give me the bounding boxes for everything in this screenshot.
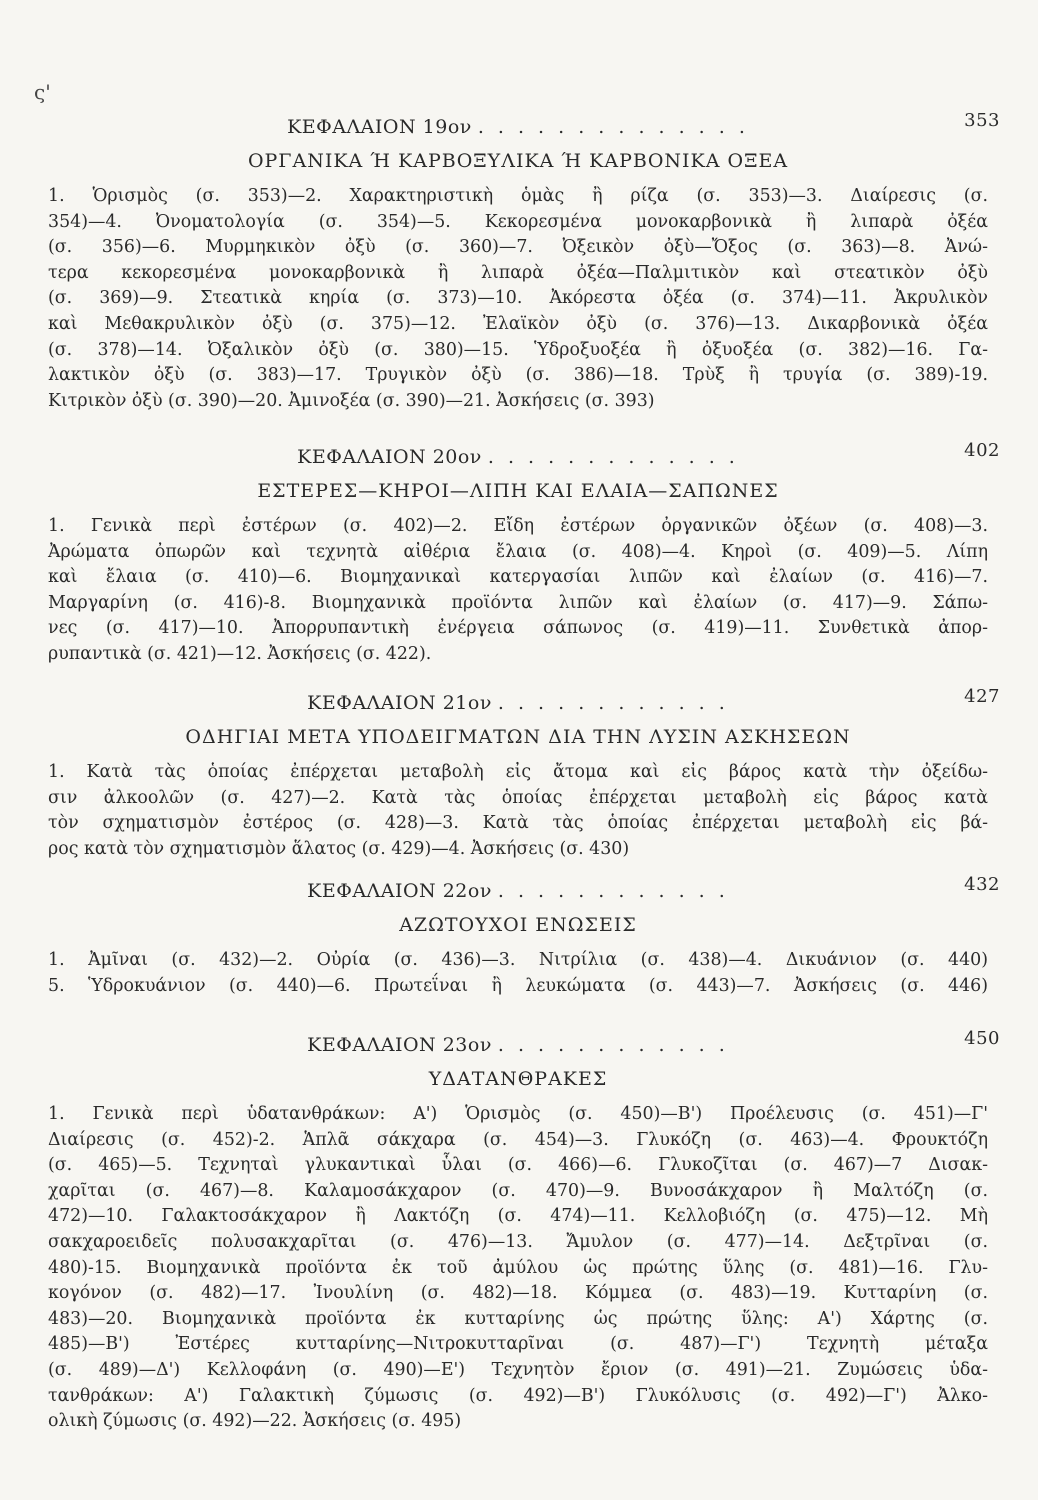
contents-line: 1. Ὁρισμὸς (σ. 353)—2. Χαρακτηριστικὴ ὁμὰς ἢ ρίζα (σ. 353)—3. Διαίρεσις (σ. xyxy=(48,186,988,206)
chapter-contents xyxy=(48,1102,988,1435)
chapter-page-number: 450 xyxy=(964,1028,1000,1049)
chapter-heading xyxy=(48,874,1000,906)
chapter-subtitle: ΟΡΓΑΝΙΚΑ Ή ΚΑΡΒΟΞΥΛΙΚΑ Ή ΚΑΡΒΟΝΙΚΑ ΟΞΕΑ xyxy=(247,150,789,172)
contents-line: 354)—4. Ὀνοματολογία (σ. 354)—5. Κεκορεσμένα μονοκαρβονικὰ ἢ λιπαρὰ ὀξέα xyxy=(48,211,988,232)
contents-line: (σ. 369)—9. Στεατικὰ κηρία (σ. 373)—10. Ἀκόρεστα ὀξέα (σ. 374)—11. Ἀκρυλικὸν xyxy=(48,288,988,309)
chapter-contents xyxy=(48,760,988,862)
page-number-mark: ς' xyxy=(34,80,51,104)
contents-line: ρος κατὰ τὸν σχηματισμὸν ἅλατος (σ. 429)—4. Ἀσκήσεις (σ. 430) xyxy=(48,838,630,859)
contents-line: 472)—10. Γαλακτοσάκχαρον ἢ Λακτόζη (σ. 474)—11. Κελλοβιόζη (σ. 475)—12. Μὴ xyxy=(48,1206,988,1227)
leader-dots: . . . . . . . . . . . . . . xyxy=(477,116,749,138)
leader-dots: . . . . . . . . . . . . xyxy=(497,1034,729,1056)
chapter-page-number: 432 xyxy=(964,874,1000,895)
chapter-subtitle: ΑΖΩΤΟΥΧΟΙ ΕΝΩΣΕΙΣ xyxy=(399,914,637,936)
chapter-title: ΚΕΦΑΛΑΙΟΝ 22ον xyxy=(307,880,492,902)
contents-line: λακτικὸν ὀξὺ (σ. 383)—17. Τρυγικὸν ὀξὺ (σ. 386)—18. Τρὺξ ἢ τρυγία (σ. 389)-19. xyxy=(48,365,988,386)
contents-line: τανθράκων: Α') Γαλακτικὴ ζύμωσις (σ. 492)—Β') Γλυκόλυσις (σ. 492)—Γ') Ἀλκο- xyxy=(48,1385,988,1406)
contents-line: νες (σ. 417)—10. Ἀπορρυπαντικὴ ἐνέργεια σάπωνος (σ. 419)—11. Συνθετικὰ ἀπορ- xyxy=(48,618,988,639)
leader-dots: . . . . . . . . . . . . . xyxy=(487,446,739,468)
contents-line: 483)—20. Βιομηχανικὰ προϊόντα ἐκ κυτταρίνης ὡς πρώτης ὕλης: Α') Χάρτης (σ. xyxy=(48,1308,988,1329)
contents-line: καὶ ἔλαια (σ. 410)—6. Βιομηχανικαὶ κατεργασίαι λιπῶν καὶ ἐλαίων (σ. 416)—7. xyxy=(48,567,988,588)
contents-line: ολικὴ ζύμωσις (σ. 492)—22. Ἀσκήσεις (σ. 495) xyxy=(48,1411,462,1432)
chapter-title: ΚΕΦΑΛΑΙΟΝ 19ον xyxy=(287,116,472,138)
contents-line: Κιτρικὸν ὀξὺ (σ. 390)—20. Ἀμινοξέα (σ. 390)—21. Ἀσκήσεις (σ. 393) xyxy=(48,390,655,411)
chapter-19 xyxy=(48,110,1000,414)
chapter-title: ΚΕΦΑΛΑΙΟΝ 21ον xyxy=(307,692,492,714)
chapter-title: ΚΕΦΑΛΑΙΟΝ 23ον xyxy=(307,1034,492,1056)
chapter-contents xyxy=(48,514,988,668)
contents-line: Ἀρώματα ὀπωρῶν καὶ τεχνητὰ αἰθέρια ἔλαια (σ. 408)—4. Κηροὶ (σ. 409)—5. Λίπη xyxy=(48,541,988,562)
chapter-heading xyxy=(48,440,1000,472)
chapter-heading xyxy=(48,686,1000,718)
contents-line: Διαίρεσις (σ. 452)-2. Ἁπλᾶ σάκχαρα (σ. 454)—3. Γλυκόζη (σ. 463)—4. Φρουκτόζη xyxy=(48,1129,988,1150)
chapter-page-number: 402 xyxy=(964,440,1000,461)
chapter-21 xyxy=(48,686,1000,862)
contents-line: (σ. 356)—6. Μυρμηκικὸν ὀξὺ (σ. 360)—7. Ὀξεικὸν ὀξὺ—Ὄξος (σ. 363)—8. Ἀνώ- xyxy=(48,237,988,258)
chapter-23 xyxy=(48,1028,1000,1435)
contents-line: (σ. 378)—14. Ὀξαλικὸν ὀξὺ (σ. 380)—15. Ὑδροξυοξέα ἢ ὀξυοξέα (σ. 382)—16. Γα- xyxy=(48,339,988,360)
leader-dots: . . . . . . . . . . . . xyxy=(497,880,729,902)
contents-line: σιν ἀλκοολῶν (σ. 427)—2. Κατὰ τὰς ὁποίας ἐπέρχεται μεταβολὴ εἰς βάρος κατὰ xyxy=(48,787,988,808)
contents-line: 480)-15. Βιομηχανικὰ προϊόντα ἐκ τοῦ ἀμύλου ὡς πρώτης ὕλης (σ. 481)—16. Γλυ- xyxy=(48,1257,988,1278)
contents-line: τὸν σχηματισμὸν ἐστέρος (σ. 428)—3. Κατὰ τὰς ὁποίας ἐπέρχεται μεταβολὴ εἰς βά- xyxy=(48,813,988,834)
contents-line: σακχαροειδεῖς πολυσακχαρῖται (σ. 476)—13. Ἄμυλον (σ. 477)—14. Δεξτρῖναι (σ. xyxy=(48,1231,988,1252)
contents-line: χαρῖται (σ. 467)—8. Καλαμοσάκχαρον (σ. 470)—9. Βυνοσάκχαρον ἢ Μαλτόζη (σ. xyxy=(48,1180,988,1201)
contents-line: 1. Γενικὰ περὶ ὑδατανθράκων: Α') Ὁρισμὸς (σ. 450)—Β') Προέλευσις (σ. 451)—Γ' xyxy=(48,1104,988,1124)
chapter-22 xyxy=(48,874,1000,999)
contents-line: Μαργαρίνη (σ. 416)-8. Βιομηχανικὰ προϊόντα λιπῶν καὶ ἐλαίων (σ. 417)—9. Σάπω- xyxy=(48,592,988,613)
leader-dots: . . . . . . . . . . . . xyxy=(497,692,729,714)
chapter-subtitle: ΟΔΗΓΙΑΙ ΜΕΤΑ ΥΠΟΔΕΙΓΜΑΤΩΝ ΔΙΑ ΤΗΝ ΛΥΣΙΝ ΑΣΚΗΣΕΩΝ xyxy=(185,726,851,748)
chapter-contents xyxy=(48,948,988,999)
chapter-heading xyxy=(48,110,1000,142)
contents-line: 485)—Β') Ἐστέρες κυτταρίνης—Νιτροκυτταρῖναι (σ. 487)—Γ') Τεχνητὴ μέταξα xyxy=(48,1334,988,1355)
contents-line: ρυπαντικὰ (σ. 421)—12. Ἀσκήσεις (σ. 422). xyxy=(48,643,432,664)
chapter-heading xyxy=(48,1028,1000,1060)
chapter-subtitle: ΥΔΑΤΑΝΘΡΑΚΕΣ xyxy=(428,1068,608,1090)
chapter-page-number: 427 xyxy=(964,686,1000,707)
chapter-title: ΚΕΦΑΛΑΙΟΝ 20ον xyxy=(297,446,482,468)
contents-line: τερα κεκορεσμένα μονοκαρβονικὰ ἢ λιπαρὰ ὀξέα—Παλμιτικὸν καὶ στεατικὸν ὀξὺ xyxy=(48,262,988,283)
contents-line: 1. Γενικὰ περὶ ἐστέρων (σ. 402)—2. Εἴδη ἐστέρων ὀργανικῶν ὀξέων (σ. 408)—3. xyxy=(48,516,988,536)
chapter-20 xyxy=(48,440,1000,668)
chapter-contents xyxy=(48,184,988,414)
contents-line: 5. Ὑδροκυάνιον (σ. 440)—6. Πρωτεΐναι ἢ λευκώματα (σ. 443)—7. Ἀσκήσεις (σ. 446) xyxy=(48,975,988,996)
contents-line: 1. Κατὰ τὰς ὁποίας ἐπέρχεται μεταβολὴ εἰς ἄτομα καὶ εἰς βάρος κατὰ τὴν ὀξείδω- xyxy=(48,762,988,782)
contents-line: (σ. 465)—5. Τεχνηταὶ γλυκαντικαὶ ὗλαι (σ. 466)—6. Γλυκοζῖται (σ. 467)—7 Δισακ- xyxy=(48,1155,988,1176)
chapter-page-number: 353 xyxy=(964,110,1000,131)
contents-line: καὶ Μεθακρυλικὸν ὀξὺ (σ. 375)—12. Ἐλαϊκὸν ὀξὺ (σ. 376)—13. Δικαρβονικὰ ὀξέα xyxy=(48,313,988,334)
contents-line: κογόνον (σ. 482)—17. Ἰνουλίνη (σ. 482)—18. Κόμμεα (σ. 483)—19. Κυτταρίνη (σ. xyxy=(48,1283,988,1304)
contents-line: (σ. 489)—Δ') Κελλοφάνη (σ. 490)—Ε') Τεχνητὸν ἔριον (σ. 491)—21. Ζυμώσεις ὑδα- xyxy=(48,1359,988,1380)
contents-line: 1. Ἀμῖναι (σ. 432)—2. Οὐρία (σ. 436)—3. Νιτρίλια (σ. 438)—4. Δικυάνιον (σ. 440) xyxy=(48,950,988,970)
chapter-subtitle: ΕΣΤΕΡΕΣ—ΚΗΡΟΙ—ΛΙΠΗ ΚΑΙ ΕΛΑΙΑ—ΣΑΠΩΝΕΣ xyxy=(257,480,779,502)
